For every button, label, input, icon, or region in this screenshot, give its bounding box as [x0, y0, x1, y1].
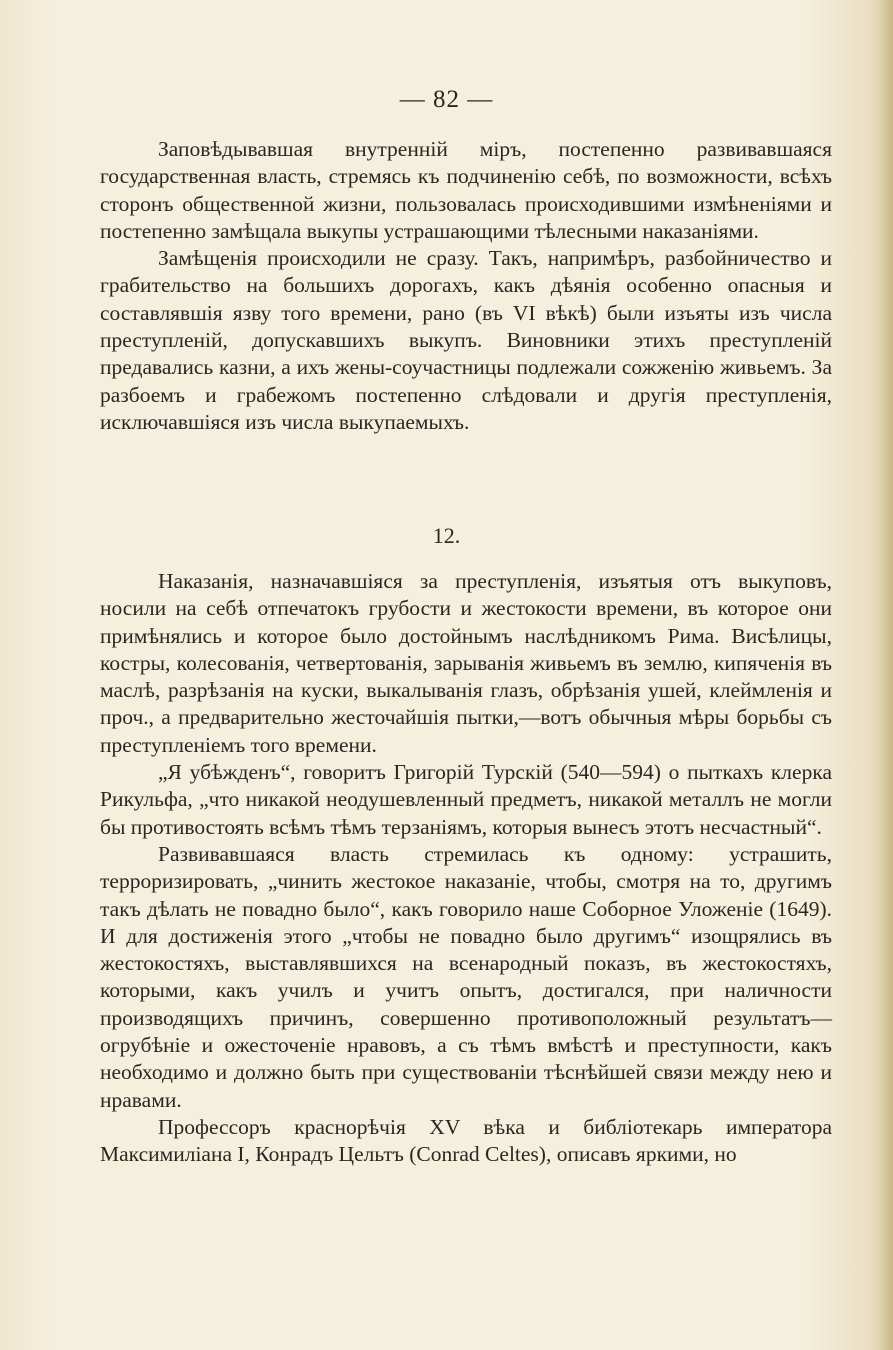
- paragraph: Замѣщенія происходили не сразу. Такъ, напримѣръ, разбойничество и грабительство на большихъ дорогахъ, какъ дѣянія особенно опасныя и составлявшія язву того времени, рано (въ VI вѣкѣ) были изъяты изъ числа преступленій, допускавшихъ выкупъ. Виновники этихъ преступленій предавались казни, а ихъ жены-соучастницы подлежали сожженію живьемъ. За разбоемъ и грабежомъ постепенно слѣдовали и другія преступленія, исключавшіяся изъ числа выкупаемыхъ.: [100, 246, 832, 434]
- section-number: 12.: [432, 523, 461, 548]
- paragraph: „Я убѣжденъ“, говоритъ Григорій Турскій (540—594) о пыткахъ клерка Рикульфа, „что никакой неодушевленный предметъ, никакой металлъ не могли бы противостоять всѣмъ тѣмъ терзаніямъ, которыя вынесъ этотъ несчастный“.: [100, 760, 832, 839]
- text-block-top: [100, 136, 832, 436]
- paragraph: Наказанія, назначавшіяся за преступленія, изъятыя отъ выкуповъ, носили на себѣ отпечатокъ грубости и жестокости времени, въ которое они примѣнялись и которое было достойнымъ наслѣдникомъ Рима. Висѣлицы, костры, колесованія, четвертованія, зарыванія живьемъ въ землю, кипяченія въ маслѣ, разрѣзанія на куски, выкалыванія глазъ, обрѣзанія ушей, клеймленія и проч., а предварительно жесточайшія пытки,—вотъ обычныя мѣры борьбы съ преступленіемъ того времени.: [100, 569, 832, 757]
- paragraph: Развивавшаяся власть стремилась къ одному: устрашить, терроризировать, „чинить жестокое наказаніе, чтобы, смотря на то, другимъ такъ дѣлать не повадно было“, какъ говорило наше Соборное Уложеніе (1649). И для достиженія этого „чтобы не повадно было другимъ“ изощрялись въ жестокостяхъ, выставлявшихся на всенародный показъ, въ жестокостяхъ, которыми, какъ училъ и учитъ опытъ, достигался, при наличности производящихъ причинъ, совершенно противоположный результатъ—огрубѣніе и ожесточеніе нравовъ, а съ тѣмъ вмѣстѣ и преступности, какъ необходимо и должно быть при существованіи тѣснѣйшей связи между нею и нравами.: [100, 841, 832, 1112]
- paragraph: Профессоръ краснорѣчія XV вѣка и библіотекарь императора Максимиліана I, Конрадъ Цельтъ (Conrad Celtes), описавъ яркими, но: [100, 1114, 832, 1167]
- page-edge-shadow: [879, 0, 893, 1350]
- page-number: — 82 —: [399, 86, 494, 113]
- paragraph: Заповѣдывавшая внутренній міръ, постепенно развивавшаяся государственная власть, стремясь къ подчиненію себѣ, по возможности, всѣхъ сторонъ общественной жизни, пользовалась происходившими измѣненіями и постепенно замѣщала выкупы устрашающими тѣлесными наказаніями.: [100, 137, 832, 243]
- text-block-bottom: [100, 568, 832, 1169]
